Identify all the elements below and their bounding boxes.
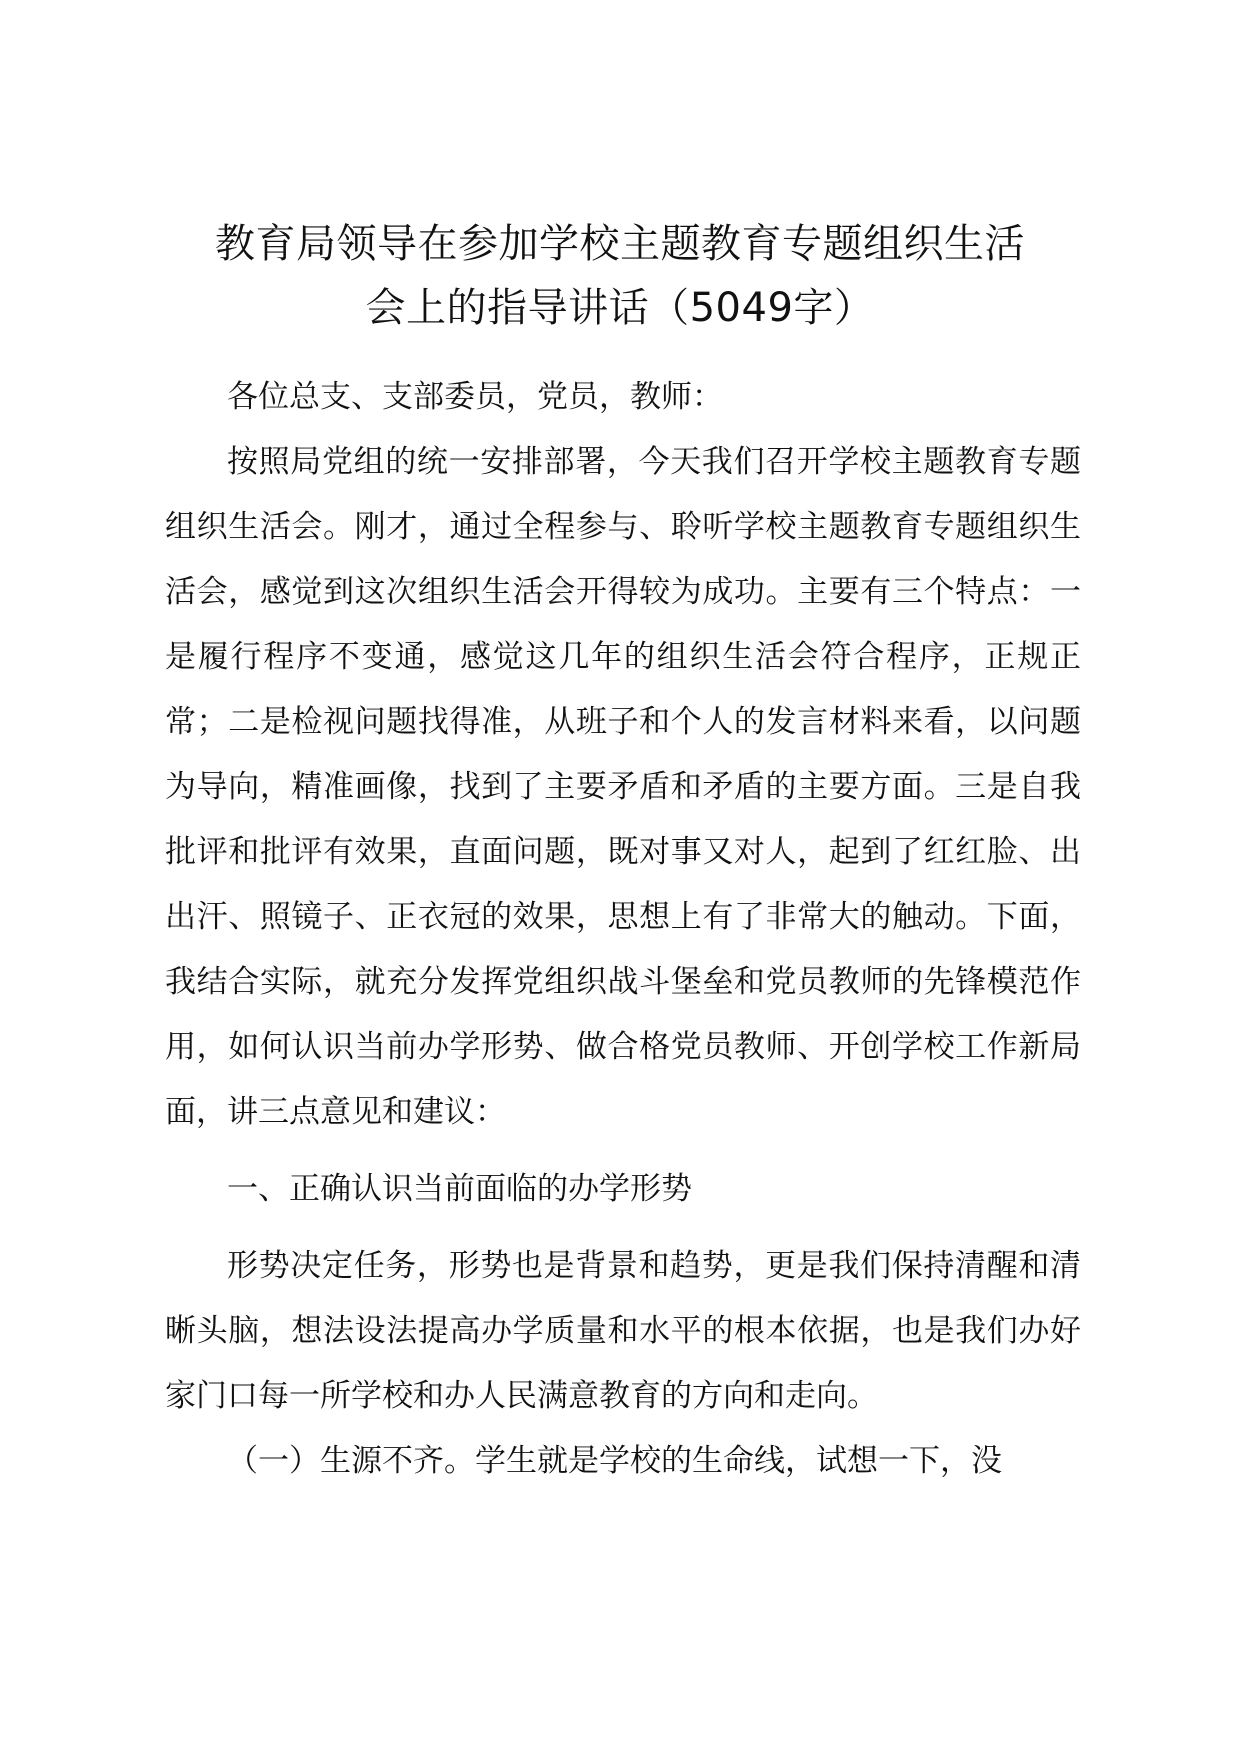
salutation: 各位总支、支部委员，党员，教师： [227,379,723,415]
document-body [165,365,1081,1494]
title-line-1: 教育局领导在参加学校主题教育专题组织生活 [215,221,1025,267]
paragraph-situation: 形势决定任务，形势也是背景和趋势，更是我们保持清醒和清晰头脑，想法设法提高办学质量和水平的根本依据，也是我们办好家门口每一所学校和办人民满意教育的方向和走向。 [165,1248,1081,1414]
paragraph-student-source: （一）生源不齐。学生就是学校的生命线，试想一下，没 [227,1443,1002,1479]
paragraph-intro: 按照局党组的统一安排部署，今天我们召开学校主题教育专题组织生活会。刚才，通过全程参与、聆听学校主题教育专题组织生活会，感觉到这次组织生活会开得较为成功。主要有三个特点：一是履行程序不变通，感觉这几年的组织生活会符合程序，正规正常；二是检视问题找得准，从班子和个人的发言材料来看，以问题为导向，精准画像，找到了主要矛盾和矛盾的主要方面。三是自我批评和批评有效果，直面问题，既对事又对人，起到了红红脸、出出汗、照镜子、正衣冠的效果，思想上有了非常大的触动。下面，我结合实际，就充分发挥党组织战斗堡垒和党员教师的先锋模范作用，如何认识当前办学形势、做合格党员教师、开创学校工作新局面，讲三点意见和建议： [165,444,1081,1130]
section-heading: 一、正确认识当前面临的办学形势 [227,1171,692,1207]
document-title [160,212,1080,340]
title-line-2: 会上的指导讲话（5049字） [365,285,875,331]
